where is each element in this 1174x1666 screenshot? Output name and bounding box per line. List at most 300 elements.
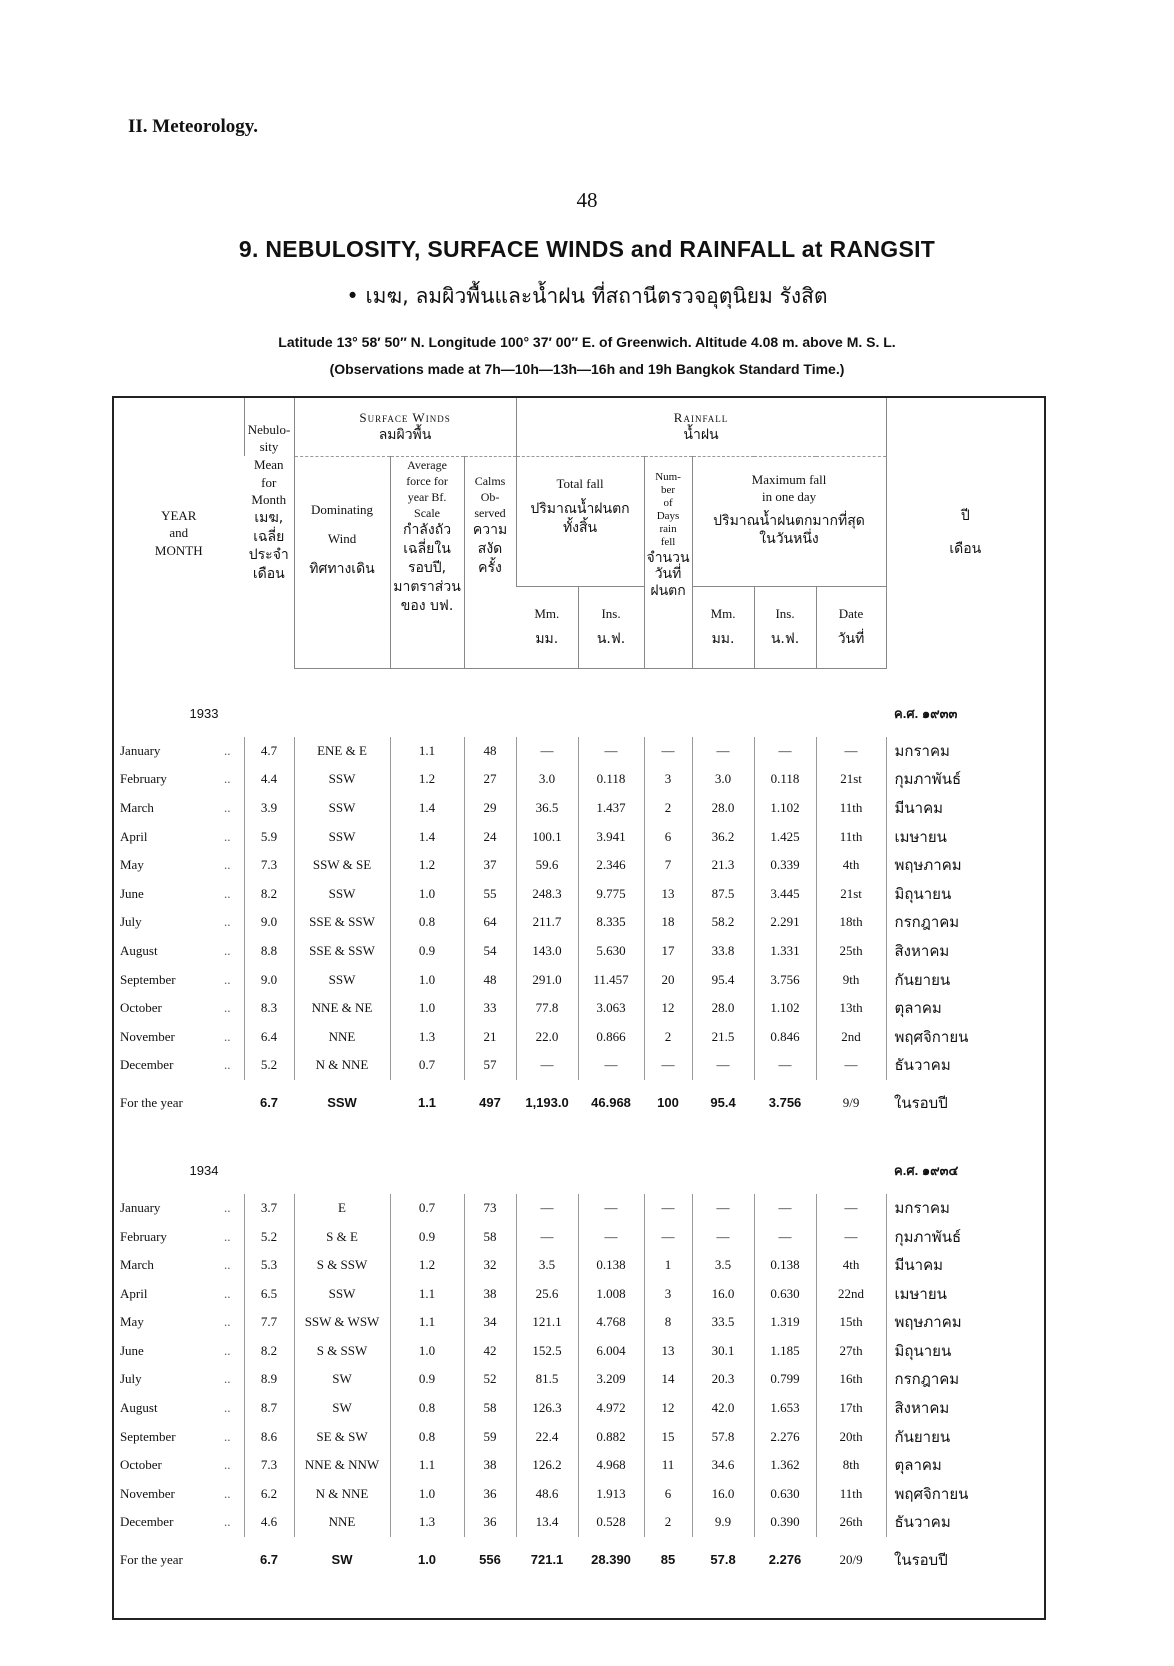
spacer-row: [114, 1126, 1044, 1148]
table-row: [114, 1394, 1044, 1423]
month-name-thai: พฤษภาคม: [886, 851, 1044, 880]
cell-xins: 1.653: [754, 1394, 816, 1423]
cell-date: 17th: [816, 1394, 886, 1423]
year-total-row: [114, 1537, 1044, 1583]
cell-force: 1.0: [390, 994, 464, 1023]
cell-date: 20th: [816, 1422, 886, 1451]
cell-date: 22nd: [816, 1279, 886, 1308]
cell-wind: NNE & NNW: [294, 1451, 390, 1480]
cell-tins: —: [578, 737, 644, 766]
cell-tins: 11.457: [578, 965, 644, 994]
month-name: June: [120, 885, 144, 901]
cell-days: 3: [644, 1279, 692, 1308]
month-name: August: [120, 1400, 158, 1416]
cell-xins: 0.799: [754, 1365, 816, 1394]
month-name-thai: กรกฎาคม: [886, 908, 1044, 937]
cell-neb: 8.7: [244, 1394, 294, 1423]
month-name-thai: กันยายน: [886, 965, 1044, 994]
month-name: November: [120, 1485, 175, 1501]
section-heading: II. Meteorology.: [128, 116, 258, 137]
cell-tmm: 36.5: [516, 794, 578, 823]
leader-dots: ..: [224, 1028, 231, 1044]
cell-tins: 9.775: [578, 879, 644, 908]
cell-tins: 0.866: [578, 1022, 644, 1051]
cell-date: 4th: [816, 851, 886, 880]
cell-xins: —: [754, 1051, 816, 1080]
total-tins: 46.968: [591, 1095, 631, 1111]
month-name: April: [120, 828, 148, 844]
cell-xmm: 16.0: [692, 1279, 754, 1308]
cell-date: 25th: [816, 937, 886, 966]
cell-xins: 1.102: [754, 794, 816, 823]
cell-date: 4th: [816, 1251, 886, 1280]
table-row: [114, 908, 1044, 937]
cell-tins: 3.063: [578, 994, 644, 1023]
cell-neb: 4.4: [244, 765, 294, 794]
total-date: 20/9: [839, 1551, 863, 1567]
cell-calms: 42: [464, 1337, 516, 1366]
leader-dots: ..: [224, 771, 231, 787]
cell-date: 9th: [816, 965, 886, 994]
cell-tins: 6.004: [578, 1337, 644, 1366]
leader-dots: ..: [224, 1057, 231, 1073]
cell-neb: 5.2: [244, 1051, 294, 1080]
cell-force: 0.9: [390, 1365, 464, 1394]
cell-calms: 55: [464, 879, 516, 908]
cell-wind: SSW: [294, 879, 390, 908]
cell-neb: 4.7: [244, 737, 294, 766]
cell-calms: 36: [464, 1508, 516, 1537]
month-name: January: [120, 1199, 161, 1215]
cell-calms: 34: [464, 1308, 516, 1337]
cell-neb: 6.2: [244, 1480, 294, 1509]
cell-tmm: 81.5: [516, 1365, 578, 1394]
cell-neb: 8.2: [244, 1337, 294, 1366]
month-name: October: [120, 1457, 162, 1473]
cell-tmm: 100.1: [516, 822, 578, 851]
leader-dots: ..: [224, 1457, 231, 1473]
cell-force: 0.8: [390, 1394, 464, 1423]
nebulosity-header: Mean for Month เมฆ, เฉลี่ย ประจำ เดือน: [248, 457, 289, 583]
page-number: 48: [576, 188, 598, 212]
year-label-thai: ค.ศ. ๑๙๓๓: [894, 706, 958, 721]
cell-xmm: 33.5: [692, 1308, 754, 1337]
cell-days: 2: [644, 1508, 692, 1537]
cell-xmm: 20.3: [692, 1365, 754, 1394]
cell-force: 0.8: [390, 1422, 464, 1451]
cell-tmm: 3.5: [516, 1251, 578, 1280]
cell-neb: 4.6: [244, 1508, 294, 1537]
cell-xins: 1.425: [754, 822, 816, 851]
cell-xmm: 95.4: [692, 965, 754, 994]
table-row: [114, 1508, 1044, 1537]
cell-days: 20: [644, 965, 692, 994]
cell-tmm: 121.1: [516, 1308, 578, 1337]
total-calms: 556: [479, 1552, 501, 1568]
leader-dots: ..: [224, 742, 231, 758]
cell-tins: 3.209: [578, 1365, 644, 1394]
cell-xins: 0.630: [754, 1279, 816, 1308]
total-label: For the year: [120, 1551, 183, 1567]
cell-xins: —: [754, 1222, 816, 1251]
month-name-thai: สิงหาคม: [886, 1394, 1044, 1423]
total-xins: 2.276: [768, 1552, 802, 1568]
month-name-thai: เมษายน: [886, 822, 1044, 851]
cell-xins: 1.331: [754, 937, 816, 966]
leader-dots: ..: [224, 828, 231, 844]
cell-force: 1.0: [390, 879, 464, 908]
dominating-wind-header: Dominating Wind ทิศทางเดิน: [294, 456, 390, 668]
cell-xmm: 34.6: [692, 1451, 754, 1480]
cell-tins: 0.882: [578, 1422, 644, 1451]
month-name-thai: มีนาคม: [886, 1251, 1044, 1280]
total-calms: 497: [479, 1095, 501, 1111]
cell-tins: 0.118: [578, 765, 644, 794]
cell-calms: 38: [464, 1451, 516, 1480]
cell-force: 1.2: [390, 765, 464, 794]
cell-xmm: 42.0: [692, 1394, 754, 1423]
month-name-thai: กุมภาพันธ์: [886, 765, 1044, 794]
table-row: [114, 937, 1044, 966]
cell-xmm: —: [692, 1222, 754, 1251]
month-name: May: [120, 1314, 144, 1330]
cell-tmm: 143.0: [516, 937, 578, 966]
cell-wind: N & NNE: [294, 1480, 390, 1509]
cell-force: 1.1: [390, 1308, 464, 1337]
total-label-thai: ในรอบปี: [894, 1550, 948, 1569]
cell-neb: 6.4: [244, 1022, 294, 1051]
table-row: [114, 1222, 1044, 1251]
cell-date: 21st: [816, 765, 886, 794]
year-month-header: YEAR and MONTH: [154, 507, 203, 558]
cell-wind: SSE & SSW: [294, 908, 390, 937]
cell-days: 6: [644, 1480, 692, 1509]
cell-wind: NNE: [294, 1022, 390, 1051]
cell-tins: 4.768: [578, 1308, 644, 1337]
year-label: 1933: [189, 706, 219, 721]
cell-days: 13: [644, 1337, 692, 1366]
cell-xins: 0.390: [754, 1508, 816, 1537]
month-name-thai: กรกฎาคม: [886, 1365, 1044, 1394]
cell-wind: SSW & SE: [294, 851, 390, 880]
cell-tins: 4.972: [578, 1394, 644, 1423]
cell-date: —: [816, 1222, 886, 1251]
cell-xmm: 28.0: [692, 994, 754, 1023]
total-xmm: 57.8: [710, 1552, 736, 1568]
cell-xmm: —: [692, 737, 754, 766]
total-tmm: 1,193.0: [525, 1095, 569, 1111]
cell-neb: 8.8: [244, 937, 294, 966]
month-name: January: [120, 742, 161, 758]
cell-neb: 6.5: [244, 1279, 294, 1308]
average-force-header: Average force for year Bf. Scale กำลังถัว เฉลี่ยใน รอบปี, มาตราส่วน ของ บฟ.: [390, 456, 464, 668]
cell-tmm: 22.0: [516, 1022, 578, 1051]
cell-calms: 24: [464, 822, 516, 851]
cell-force: 1.1: [390, 1279, 464, 1308]
cell-tmm: 248.3: [516, 879, 578, 908]
table-row: [114, 794, 1044, 823]
table-row: [114, 1337, 1044, 1366]
thai-month-header: ปี เดือน: [886, 398, 1044, 668]
table-row: [114, 1279, 1044, 1308]
cell-calms: 58: [464, 1222, 516, 1251]
table-row: [114, 1022, 1044, 1051]
cell-date: 8th: [816, 1451, 886, 1480]
cell-wind: N & NNE: [294, 1051, 390, 1080]
total-mm-header: Mm. มม.: [516, 586, 578, 668]
cell-wind: SSW: [294, 1279, 390, 1308]
leader-dots: ..: [224, 942, 231, 958]
cell-neb: 3.9: [244, 794, 294, 823]
cell-calms: 64: [464, 908, 516, 937]
cell-days: 18: [644, 908, 692, 937]
cell-wind: S & SSW: [294, 1251, 390, 1280]
cell-date: 18th: [816, 908, 886, 937]
month-name-thai: ตุลาคม: [886, 1451, 1044, 1480]
cell-tmm: 211.7: [516, 908, 578, 937]
table-row: [114, 737, 1044, 766]
cell-tins: 1.437: [578, 794, 644, 823]
cell-xins: 1.319: [754, 1308, 816, 1337]
cell-tmm: 77.8: [516, 994, 578, 1023]
cell-wind: SSW: [294, 765, 390, 794]
month-name-thai: มกราคม: [886, 1194, 1044, 1223]
month-name: March: [120, 799, 154, 815]
leader-dots: ..: [224, 1428, 231, 1444]
cell-days: —: [644, 1222, 692, 1251]
cell-days: —: [644, 737, 692, 766]
station-coordinates: Latitude 13° 58′ 50″ N. Longitude 100° 37′ 00″ E. of Greenwich. Altitude 4.08 m. above M. S. L.: [278, 334, 896, 350]
cell-wind: SSW: [294, 822, 390, 851]
month-name: May: [120, 857, 144, 873]
table-body: [114, 668, 1044, 1583]
leader-dots: ..: [224, 914, 231, 930]
cell-days: 14: [644, 1365, 692, 1394]
cell-wind: S & SSW: [294, 1337, 390, 1366]
year-label: 1934: [189, 1163, 219, 1179]
cell-tmm: 291.0: [516, 965, 578, 994]
cell-xins: 3.445: [754, 879, 816, 908]
leader-dots: ..: [224, 1314, 231, 1330]
cell-wind: SSW: [294, 965, 390, 994]
table-row: [114, 1308, 1044, 1337]
cell-xins: 2.291: [754, 908, 816, 937]
table-row: [114, 1051, 1044, 1080]
cell-force: 1.1: [390, 737, 464, 766]
cell-calms: 73: [464, 1194, 516, 1223]
weather-table: [114, 398, 1044, 1583]
cell-date: 11th: [816, 794, 886, 823]
cell-tins: 2.346: [578, 851, 644, 880]
cell-date: —: [816, 1194, 886, 1223]
table-row: [114, 879, 1044, 908]
cell-tins: 0.138: [578, 1251, 644, 1280]
cell-days: 11: [644, 1451, 692, 1480]
cell-date: 16th: [816, 1365, 886, 1394]
total-force: 1.1: [417, 1095, 437, 1111]
cell-calms: 48: [464, 737, 516, 766]
table-row: [114, 1480, 1044, 1509]
leader-dots: ..: [224, 1228, 231, 1244]
cell-date: 13th: [816, 994, 886, 1023]
total-xins: 3.756: [768, 1095, 802, 1111]
cell-tmm: —: [516, 1051, 578, 1080]
cell-calms: 21: [464, 1022, 516, 1051]
table-row: [114, 1422, 1044, 1451]
max-ins-header: Ins. น.ฟ.: [754, 586, 816, 668]
cell-date: 11th: [816, 1480, 886, 1509]
max-mm-header: Mm. มม.: [692, 586, 754, 668]
cell-tins: —: [578, 1222, 644, 1251]
cell-wind: S & E: [294, 1222, 390, 1251]
cell-tmm: 126.3: [516, 1394, 578, 1423]
month-name-thai: กุมภาพันธ์: [886, 1222, 1044, 1251]
cell-neb: 8.2: [244, 879, 294, 908]
cell-wind: SW: [294, 1394, 390, 1423]
cell-days: 17: [644, 937, 692, 966]
cell-xins: 0.630: [754, 1480, 816, 1509]
nebulosity-header-top: Nebulo- sity: [244, 398, 294, 456]
cell-wind: NNE & NE: [294, 994, 390, 1023]
month-name: February: [120, 771, 167, 787]
month-name-thai: มกราคม: [886, 737, 1044, 766]
month-name-thai: สิงหาคม: [886, 937, 1044, 966]
cell-xmm: 16.0: [692, 1480, 754, 1509]
month-name: December: [120, 1514, 174, 1530]
leader-dots: ..: [224, 1000, 231, 1016]
month-name: April: [120, 1285, 148, 1301]
cell-xins: 2.276: [754, 1422, 816, 1451]
cell-tins: —: [578, 1194, 644, 1223]
cell-days: 8: [644, 1308, 692, 1337]
cell-xins: 0.339: [754, 851, 816, 880]
leader-dots: ..: [224, 1514, 231, 1530]
cell-calms: 38: [464, 1279, 516, 1308]
total-xmm: 95.4: [710, 1095, 736, 1111]
table-row: [114, 1251, 1044, 1280]
spacer-cell: [114, 1126, 1044, 1148]
month-name: September: [120, 1428, 176, 1444]
total-tins: 28.390: [591, 1552, 631, 1568]
cell-force: 0.7: [390, 1194, 464, 1223]
total-fall-header: Total fall ปริมาณน้ำฝนตก ทั้งสิ้น: [516, 456, 644, 586]
cell-neb: 7.3: [244, 851, 294, 880]
cell-tmm: 13.4: [516, 1508, 578, 1537]
cell-calms: 27: [464, 765, 516, 794]
total-label-thai: ในรอบปี: [894, 1093, 948, 1112]
cell-xmm: 28.0: [692, 794, 754, 823]
cell-xins: 0.118: [754, 765, 816, 794]
month-name-thai: กันยายน: [886, 1422, 1044, 1451]
cell-xmm: 58.2: [692, 908, 754, 937]
cell-neb: 5.9: [244, 822, 294, 851]
cell-days: 15: [644, 1422, 692, 1451]
spacer-row: [114, 668, 1044, 691]
month-name: March: [120, 1257, 154, 1273]
total-tmm: 721.1: [530, 1552, 564, 1568]
cell-date: 11th: [816, 822, 886, 851]
cell-tmm: 25.6: [516, 1279, 578, 1308]
leader-dots: ..: [224, 1371, 231, 1387]
spacer-cell: [114, 668, 1044, 691]
cell-tins: 1.913: [578, 1480, 644, 1509]
calms-header: Calms Ob- served ความ สงัด ครั้ง: [464, 456, 516, 668]
cell-date: 26th: [816, 1508, 886, 1537]
cell-wind: SE & SW: [294, 1422, 390, 1451]
cell-date: —: [816, 1051, 886, 1080]
leader-dots: ..: [224, 1485, 231, 1501]
cell-days: 13: [644, 879, 692, 908]
cell-xmm: —: [692, 1051, 754, 1080]
cell-calms: 29: [464, 794, 516, 823]
cell-force: 0.7: [390, 1051, 464, 1080]
cell-force: 1.2: [390, 851, 464, 880]
total-force: 1.0: [417, 1552, 437, 1568]
month-name: February: [120, 1228, 167, 1244]
cell-force: 1.0: [390, 965, 464, 994]
surface-winds-header: Surface Winds ลมผิวพื้น: [294, 398, 516, 456]
cell-xins: —: [754, 737, 816, 766]
month-name-thai: มีนาคม: [886, 794, 1044, 823]
cell-xins: 1.185: [754, 1337, 816, 1366]
cell-date: 2nd: [816, 1022, 886, 1051]
cell-tins: 3.941: [578, 822, 644, 851]
month-name: November: [120, 1028, 175, 1044]
cell-xmm: —: [692, 1194, 754, 1223]
month-name-thai: มิถุนายน: [886, 1337, 1044, 1366]
month-name: September: [120, 971, 176, 987]
cell-force: 1.0: [390, 1337, 464, 1366]
year-heading-row: [114, 691, 1044, 737]
cell-wind: E: [294, 1194, 390, 1223]
table-row: [114, 1451, 1044, 1480]
cell-days: 12: [644, 1394, 692, 1423]
cell-tins: 4.968: [578, 1451, 644, 1480]
month-name-thai: ธันวาคม: [886, 1508, 1044, 1537]
cell-calms: 32: [464, 1251, 516, 1280]
month-name: December: [120, 1057, 174, 1073]
cell-date: 21st: [816, 879, 886, 908]
table-row: [114, 765, 1044, 794]
month-name: July: [120, 914, 142, 930]
cell-xins: 1.362: [754, 1451, 816, 1480]
cell-wind: SSW & WSW: [294, 1308, 390, 1337]
cell-tins: 1.008: [578, 1279, 644, 1308]
month-name-thai: พฤษภาคม: [886, 1308, 1044, 1337]
total-wind: SW: [331, 1552, 353, 1568]
leader-dots: ..: [224, 971, 231, 987]
cell-wind: SW: [294, 1365, 390, 1394]
cell-tmm: 126.2: [516, 1451, 578, 1480]
month-name: July: [120, 1371, 142, 1387]
month-name-thai: พฤศจิกายน: [886, 1480, 1044, 1509]
table-header: [114, 398, 1044, 668]
cell-neb: 8.6: [244, 1422, 294, 1451]
cell-xins: 3.756: [754, 965, 816, 994]
cell-days: 3: [644, 765, 692, 794]
cell-calms: 33: [464, 994, 516, 1023]
cell-tins: 8.335: [578, 908, 644, 937]
cell-calms: 57: [464, 1051, 516, 1080]
cell-neb: 5.3: [244, 1251, 294, 1280]
cell-tmm: 152.5: [516, 1337, 578, 1366]
table-row: [114, 994, 1044, 1023]
cell-calms: 59: [464, 1422, 516, 1451]
table-title-thai: • เมฆ, ลมผิวพื้นและน้ำฝน ที่สถานีตรวจอุตุนิยม รังสิต: [346, 284, 828, 308]
leader-dots: ..: [224, 885, 231, 901]
cell-tmm: 48.6: [516, 1480, 578, 1509]
cell-xmm: 36.2: [692, 822, 754, 851]
